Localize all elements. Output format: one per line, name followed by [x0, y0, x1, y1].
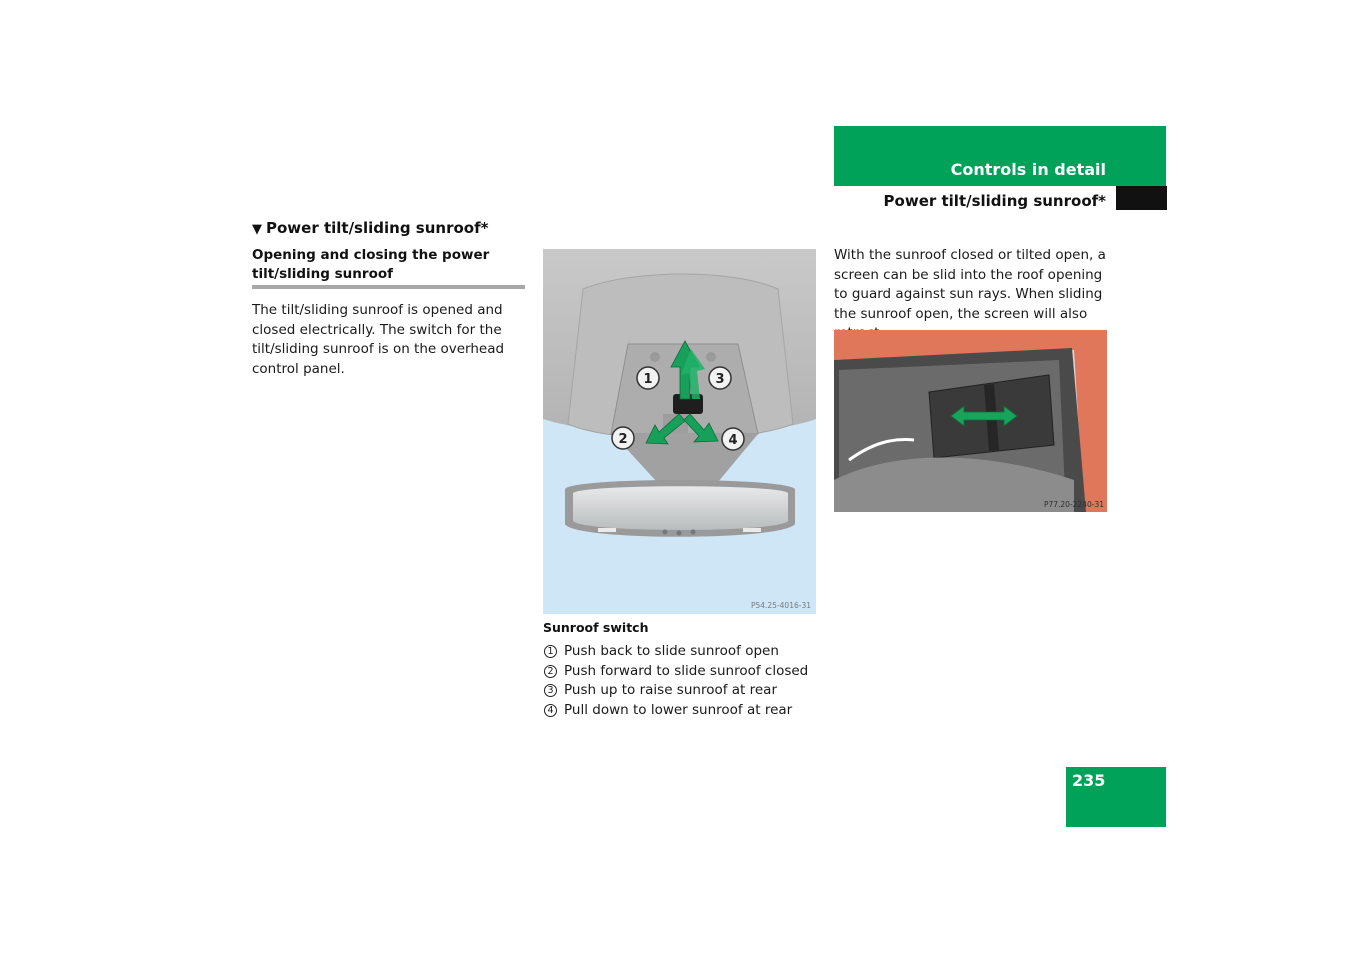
callout-number: 1: [544, 645, 557, 658]
chapter-title: Controls in detail: [950, 160, 1106, 179]
legend-text: Push forward to slide sunroof closed: [564, 662, 809, 679]
triangle-bullet-icon: ▼: [252, 222, 262, 237]
callout-number: 2: [544, 665, 557, 678]
svg-text:2: 2: [618, 432, 628, 447]
legend-item: [543, 642, 833, 662]
svg-text:4: 4: [728, 433, 738, 448]
figure-caption: Sunroof switch: [543, 620, 649, 635]
section-tab-marker: [1116, 186, 1167, 210]
sunscreen-paragraph: With the sunroof closed or tilted open, a screen can be slid into the roof opening to guard against sun rays. When sliding the sunroof open, the screen will also: [834, 247, 1106, 322]
callout-2: [612, 427, 634, 449]
figure-code: P54.25-4016-31: [750, 601, 811, 610]
sunroof-switch-illustration: [543, 249, 816, 614]
legend-item: [543, 701, 833, 721]
svg-text:3: 3: [715, 372, 725, 387]
callout-legend: [543, 642, 833, 720]
legend-text: Push back to slide sunroof open: [564, 643, 779, 659]
callout-4: [722, 428, 744, 450]
legend-text: Push up to raise sunroof at rear: [564, 682, 778, 698]
section-title: Power tilt/sliding sunroof*: [883, 192, 1106, 210]
callout-1: [637, 367, 659, 389]
page-number: 235: [1072, 771, 1106, 790]
callout-number: 3: [544, 684, 557, 697]
legend-item: [543, 681, 833, 701]
legend-text: Pull down to lower sunroof at rear: [564, 701, 793, 718]
section-heading: [252, 218, 488, 240]
callout-3: [709, 367, 731, 389]
section-heading-text: Power tilt/sliding sunroof*: [266, 219, 489, 237]
figure-code: P77.20-2240-31: [1043, 500, 1104, 509]
sunroof-screen-illustration: [834, 330, 1107, 512]
sub-heading: Opening and closing the power tilt/sliding sunroof: [252, 247, 490, 282]
rearview-mirror: [573, 486, 788, 530]
sub-heading-rule: [252, 285, 525, 289]
callout-number: 4: [544, 704, 557, 717]
legend-item: [543, 662, 833, 682]
intro-paragraph: The tilt/sliding sunroof is opened and closed electrically. The switch for the tilt/sliding sunroof is on the overhead control panel.: [252, 302, 505, 377]
svg-text:1: 1: [643, 372, 653, 387]
